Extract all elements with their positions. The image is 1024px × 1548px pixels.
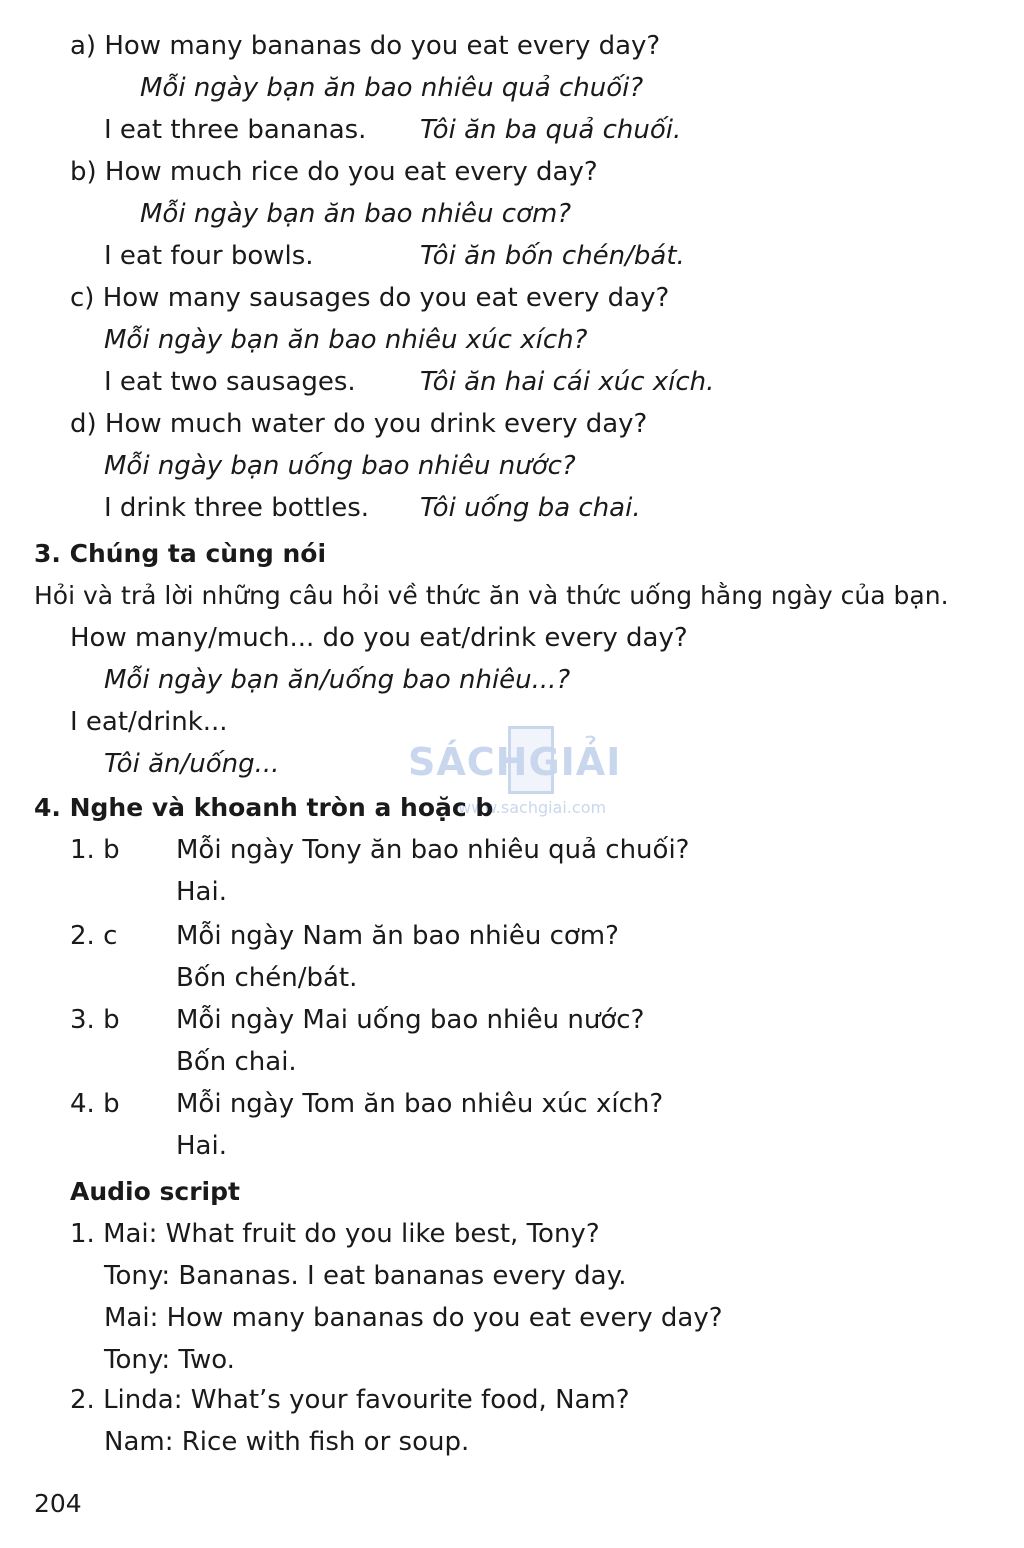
pattern-answer-translation: Tôi ăn/uống... [104,749,280,779]
section-3-instruction: Hỏi và trả lời những câu hỏi về thức ăn và thức uống hằng ngày của bạn. [34,581,949,610]
pattern-answer: I eat/drink... [70,707,228,737]
question-b: b) How much rice do you eat every day? [70,157,598,187]
answer-4-number: 4. b [70,1089,120,1119]
watermark-brand: SÁCHGIẢI [408,740,622,784]
answer-2-reply: Bốn chén/bát. [176,963,358,993]
answer-c: I eat two sausages. [104,367,356,397]
answer-1-number: 1. b [70,835,120,865]
question-d-translation: Mỗi ngày bạn uống bao nhiêu nước? [104,451,576,481]
audio-line-2: Tony: Bananas. I eat bananas every day. [104,1261,627,1291]
audio-line-6: Nam: Rice with fish or soup. [104,1427,470,1457]
question-c: c) How many sausages do you eat every day? [70,283,670,313]
answer-3-reply: Bốn chai. [176,1047,297,1077]
answer-3-number: 3. b [70,1005,120,1035]
question-d: d) How much water do you drink every day? [70,409,648,439]
answer-a-translation: Tôi ăn ba quả chuối. [420,115,682,145]
section-4-heading: 4. Nghe và khoanh tròn a hoặc b [34,793,494,822]
answer-3-question: Mỗi ngày Mai uống bao nhiêu nước? [176,1005,645,1035]
answer-d-translation: Tôi uống ba chai. [420,493,641,523]
page-number: 204 [34,1489,82,1518]
answer-a: I eat three bananas. [104,115,367,145]
audio-line-4: Tony: Two. [104,1345,235,1375]
audio-line-5: 2. Linda: What’s your favourite food, Nam? [70,1385,630,1415]
question-a-translation: Mỗi ngày bạn ăn bao nhiêu quả chuối? [140,73,644,103]
question-a: a) How many bananas do you eat every day? [70,31,661,61]
section-3-heading: 3. Chúng ta cùng nói [34,539,327,568]
answer-d: I drink three bottles. [104,493,370,523]
question-b-translation: Mỗi ngày bạn ăn bao nhiêu cơm? [140,199,572,229]
answer-1-reply: Hai. [176,877,227,907]
pattern-question-translation: Mỗi ngày bạn ăn/uống bao nhiêu...? [104,665,571,695]
question-c-translation: Mỗi ngày bạn ăn bao nhiêu xúc xích? [104,325,588,355]
answer-2-number: 2. c [70,921,118,951]
answer-4-question: Mỗi ngày Tom ăn bao nhiêu xúc xích? [176,1089,664,1119]
audio-line-3: Mai: How many bananas do you eat every day? [104,1303,723,1333]
audio-line-1: 1. Mai: What fruit do you like best, Tony? [70,1219,600,1249]
watermark-url: www.sachgiai.com [458,798,607,817]
answer-b: I eat four bowls. [104,241,314,271]
answer-1-question: Mỗi ngày Tony ăn bao nhiêu quả chuối? [176,835,690,865]
answer-2-question: Mỗi ngày Nam ăn bao nhiêu cơm? [176,921,619,951]
answer-4-reply: Hai. [176,1131,227,1161]
answer-b-translation: Tôi ăn bốn chén/bát. [420,241,685,271]
answer-c-translation: Tôi ăn hai cái xúc xích. [420,367,715,397]
pattern-question: How many/much... do you eat/drink every day? [70,623,688,653]
audio-script-heading: Audio script [70,1177,240,1206]
